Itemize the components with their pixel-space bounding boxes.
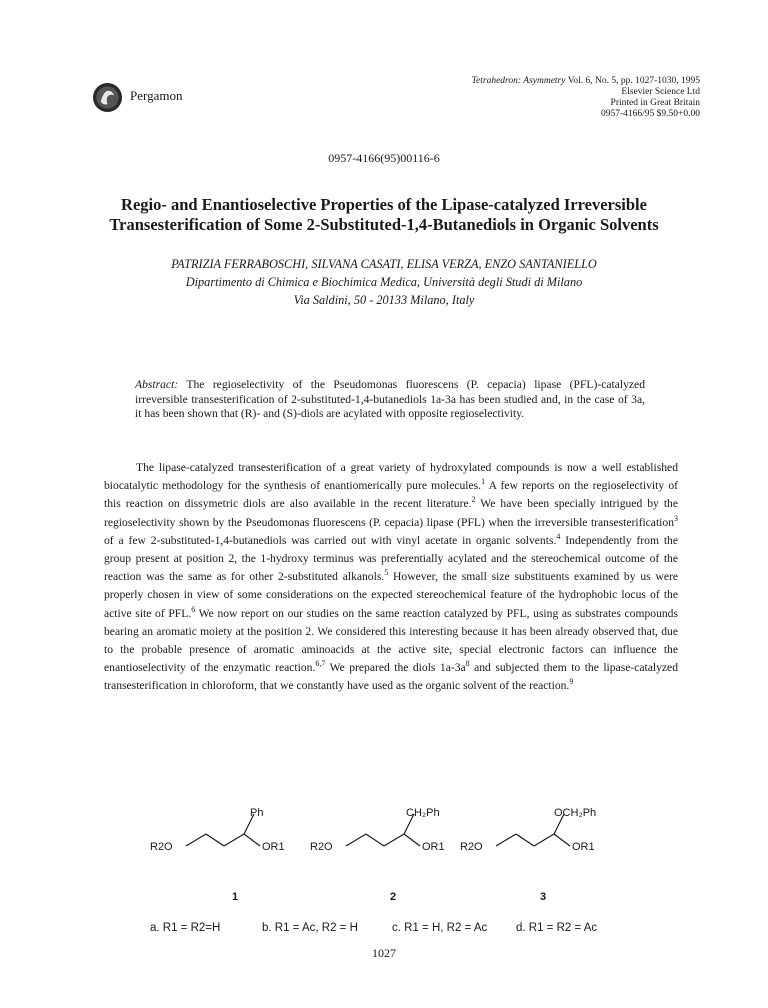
body-paragraph xyxy=(104,459,678,696)
sentence: and subjected them to the lipase-catalyzed transesterification in chloroform, that we constantly have used as the organic solvent of the reaction. xyxy=(104,661,678,693)
substituent-legend xyxy=(150,922,630,942)
publisher-name: Pergamon xyxy=(130,88,183,103)
sentence: Independently from the group present at position 2, the 1-hydroxy terminus was preferentially acylated and the stereochemical outcome of the reaction was the same as for other 2-substituted alkanols. xyxy=(104,533,679,584)
left-group: R2O xyxy=(150,841,173,853)
legend-b: b. R1 = Ac, R2 = H xyxy=(262,922,358,934)
printed-line: Printed in Great Britain xyxy=(610,98,700,108)
journal-ref: Vol. 6, No. 5, pp. 1027-1030, 1995 xyxy=(565,76,700,86)
author-list: PATRIZIA FERRABOSCHI, SILVANA CASATI, ELISA VERZA, ENZO SANTANIELLO xyxy=(171,257,597,271)
reference-marker: 2 xyxy=(471,495,476,505)
affiliation: Dipartimento di Chimica e Biochimica Medica, Università degli Studi di Milano xyxy=(185,275,583,289)
title-line-1: Regio- and Enantioselective Properties of the Lipase-catalyzed Irreversible xyxy=(121,195,647,214)
article-doi: 0957-4166(95)00116-6 xyxy=(328,151,440,165)
compound-number-3: 3 xyxy=(540,891,547,903)
right-group: OR1 xyxy=(262,841,285,853)
page-number: 1027 xyxy=(372,946,396,960)
article-title xyxy=(40,195,728,235)
reference-marker: 6 xyxy=(191,604,196,614)
author-block xyxy=(40,255,728,309)
reference-marker: 3 xyxy=(674,513,678,523)
reference-marker: 1 xyxy=(481,477,486,487)
journal-info xyxy=(370,76,700,120)
reference-marker: 6,7 xyxy=(315,659,326,669)
sentence: We now report on our studies on the same reaction catalyzed by PFL, using as substrates compounds bearing an aromatic moiety at the position 2. We considered this interesting because it has been already observed that, due to the probable presence of aromatic aminoacids at the active site, special electronic factors can influence the enantioselectivity of the enzymatic reaction. xyxy=(104,606,678,675)
sentence: A few reports on the regioselectivity of this reaction on dissymetric diols are also available in the recent literature. xyxy=(104,479,678,511)
journal-name: Tetrahedron: Asymmetry xyxy=(471,76,566,86)
sentence: However, the small size substituents examined by us were properly chosen in view of some considerations on the expected stereochemical feature of the hydrophobic locus of the active site of PFL. xyxy=(104,570,678,620)
sentence: The lipase-catalyzed transesterification of a great variety of hydroxylated compounds is now a well established biocatalytic methodology for the synthesis of enantiomerically pure molecules. xyxy=(104,461,678,493)
legend-d: d. R1 = R2 = Ac xyxy=(516,922,598,934)
left-group: R2O xyxy=(460,841,483,853)
compound-number-2: 2 xyxy=(390,891,397,903)
legend-a: a. R1 = R2=H xyxy=(150,922,221,934)
publisher-logo xyxy=(92,78,242,118)
title-line-2: Transesterification of Some 2-Substituted-1,4-Butanediols in Organic Solvents xyxy=(109,215,659,234)
chemical-structures xyxy=(150,807,630,928)
reference-marker: 9 xyxy=(569,677,574,687)
publisher-line: Elsevier Science Ltd xyxy=(621,87,700,97)
right-group: OR1 xyxy=(572,841,595,853)
paragraph-1 xyxy=(104,459,678,696)
legend-c: c. R1 = H, R2 = Ac xyxy=(392,922,488,934)
abstract-text: The regioselectivity of the Pseudomonas fluorescens (P. cepacia) lipase (PFL)-catalyzed irreversible transesterification of 2-substituted-1,4-butanediols 1a-3a has been studied and, in the case of 3a, it has been shown that (R)- and (S)-diols are acylated with opposite regioselectivity. xyxy=(135,378,645,420)
journal-citation xyxy=(370,76,700,87)
address: Via Saldini, 50 - 20133 Milano, Italy xyxy=(293,293,475,307)
sentence: We have been specially intrigued by the regioselectivity shown by the Pseudomonas fluorescens (P. cepacia) lipase (PFL) when the irreversible transesterification xyxy=(104,497,678,529)
substituent-och2ph: OCH₂Ph xyxy=(554,807,597,819)
sentence: We prepared the diols 1a-3a xyxy=(325,661,466,675)
right-group: OR1 xyxy=(422,841,445,853)
abstract-label: Abstract: xyxy=(135,378,179,391)
substituent-ch2ph: CH₂Ph xyxy=(406,807,440,819)
issn-line: 0957-4166/95 $9.50+0.00 xyxy=(600,109,700,119)
pergamon-logo-icon xyxy=(92,82,123,113)
compound-number-1: 1 xyxy=(232,891,239,903)
left-group: R2O xyxy=(310,841,333,853)
structure-1 xyxy=(186,814,260,846)
reference-marker: 8 xyxy=(465,659,470,669)
substituent-ph: Ph xyxy=(250,807,264,819)
abstract xyxy=(135,378,645,422)
reference-marker: 4 xyxy=(556,531,561,541)
reference-marker: 5 xyxy=(384,568,389,578)
sentence: of a few 2-substituted-1,4-butanediols was carried out with vinyl acetate in organic solvents. xyxy=(104,533,557,547)
